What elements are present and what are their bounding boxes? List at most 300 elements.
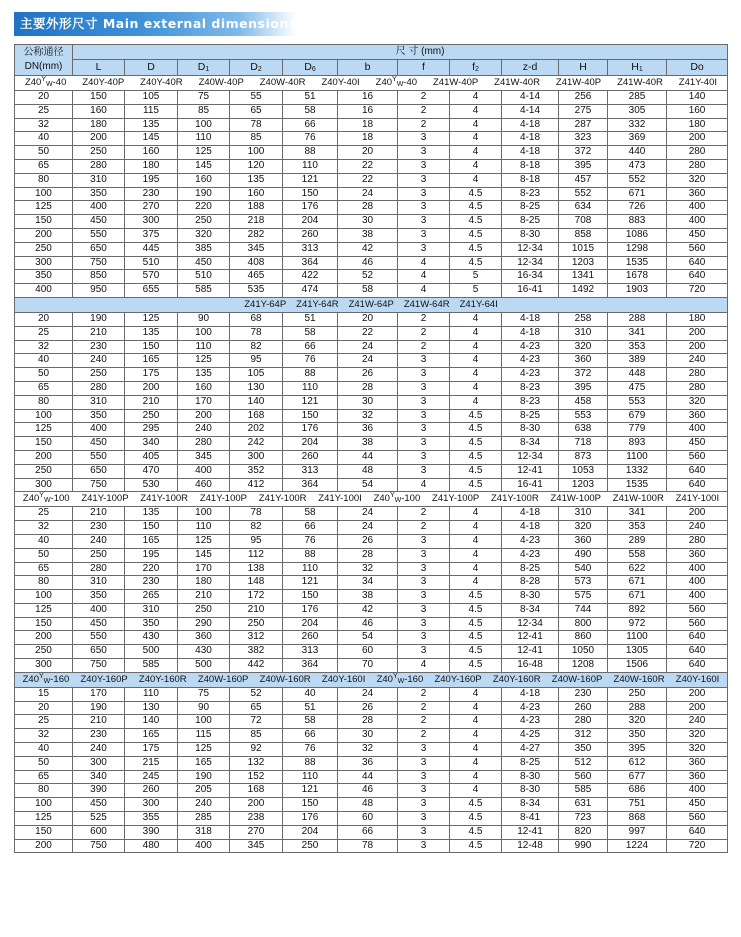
dimension-cell: 8-25 (502, 409, 559, 423)
dimension-cell: 60 (338, 645, 398, 659)
dimension-cell: 1100 (608, 631, 667, 645)
dimension-cell: 3 (398, 548, 450, 562)
dimension-cell: 718 (559, 437, 608, 451)
dimension-cell: 726 (608, 201, 667, 215)
dimension-cell: 369 (608, 132, 667, 146)
dimension-cell: 638 (559, 423, 608, 437)
dimension-cell: 4.5 (450, 839, 502, 853)
dimension-cell: 4 (450, 91, 502, 105)
table-row (15, 450, 728, 464)
table-row (15, 173, 728, 187)
dimension-cell: 640 (667, 645, 728, 659)
dimension-cell: 205 (178, 784, 230, 798)
dimension-cell: 260 (559, 701, 608, 715)
model-label: Z40W-160P (551, 673, 603, 685)
dimension-cell: 3 (398, 798, 450, 812)
dimension-cell: 51 (283, 91, 338, 105)
dimension-cell: 350 (125, 617, 178, 631)
dimension-cell: 450 (73, 215, 125, 229)
dn-cell: 65 (15, 159, 73, 173)
dimension-cell: 76 (283, 132, 338, 146)
dimension-cell: 622 (608, 562, 667, 576)
dimension-cell: 360 (559, 354, 608, 368)
dimension-cell: 28 (338, 381, 398, 395)
dimension-cell: 450 (667, 228, 728, 242)
dimension-cell: 66 (338, 825, 398, 839)
dimension-cell: 200 (667, 507, 728, 521)
dimension-cell: 3 (398, 770, 450, 784)
section-banner (14, 12, 296, 36)
dn-cell: 80 (15, 784, 73, 798)
dimension-cell: 300 (73, 756, 125, 770)
dn-cell: 300 (15, 659, 73, 673)
dimension-cell: 250 (73, 146, 125, 160)
table-row (15, 409, 728, 423)
dimension-cell: 892 (608, 603, 667, 617)
dimension-cell: 280 (667, 534, 728, 548)
dimension-cell: 280 (667, 368, 728, 382)
table-row (15, 437, 728, 451)
model-label: Z41Y-100R (490, 493, 539, 505)
dimension-cell: 230 (73, 729, 125, 743)
dimension-cell: 540 (559, 562, 608, 576)
dimension-cell: 4 (450, 701, 502, 715)
table-row (15, 159, 728, 173)
dn-cell: 300 (15, 478, 73, 492)
dimension-cell: 4 (450, 104, 502, 118)
dimension-cell: 448 (608, 368, 667, 382)
dimension-cell: 2 (398, 701, 450, 715)
dimension-cell: 256 (559, 91, 608, 105)
table-row (15, 617, 728, 631)
dimension-cell: 320 (667, 743, 728, 757)
dimension-cell: 290 (178, 617, 230, 631)
dimension-cell: 450 (73, 437, 125, 451)
model-label: Z40Y-160I (675, 673, 720, 685)
dimension-cell: 4 (450, 173, 502, 187)
dn-cell: 125 (15, 423, 73, 437)
dimension-cell: 430 (178, 645, 230, 659)
column-header: b (338, 60, 398, 76)
table-row (15, 326, 728, 340)
dimension-cell: 2 (398, 729, 450, 743)
dimension-cell: 172 (230, 590, 283, 604)
dimension-cell: 66 (283, 118, 338, 132)
dimension-cell: 585 (125, 659, 178, 673)
dn-cell: 200 (15, 450, 73, 464)
dimension-cell: 100 (178, 715, 230, 729)
dimension-cell: 78 (230, 326, 283, 340)
dimension-cell: 280 (73, 562, 125, 576)
dimension-cell: 75 (178, 91, 230, 105)
dimension-cell: 215 (125, 756, 178, 770)
dimension-cell: 750 (73, 659, 125, 673)
column-header: f (398, 60, 450, 76)
dimension-cell: 8-18 (502, 173, 559, 187)
dimension-cell: 46 (338, 256, 398, 270)
table-row (15, 146, 728, 160)
dimension-cell: 300 (125, 215, 178, 229)
dimension-cell: 20 (338, 146, 398, 160)
model-label: $Z40^Y_W-160$ (22, 672, 70, 685)
dimension-cell: 2 (398, 118, 450, 132)
dimension-cell: 4.5 (450, 825, 502, 839)
dimension-cell: 560 (667, 450, 728, 464)
dimension-cell: 382 (230, 645, 283, 659)
dimension-cell: 160 (73, 104, 125, 118)
dimension-cell: 176 (283, 201, 338, 215)
dimension-cell: 4.5 (450, 450, 502, 464)
dimension-cell: 320 (608, 715, 667, 729)
column-header: $H_1$ (608, 60, 667, 76)
dimension-cell: 188 (230, 201, 283, 215)
dimension-cell: 92 (230, 743, 283, 757)
dimension-cell: 744 (559, 603, 608, 617)
dimension-cell: 12-48 (502, 839, 559, 853)
dimension-cell: 390 (73, 784, 125, 798)
dimension-cell: 364 (283, 659, 338, 673)
dimension-cell: 3 (398, 825, 450, 839)
model-label: Z40Y-160R (492, 673, 541, 685)
dimension-cell: 650 (73, 242, 125, 256)
dimension-cell: 8-41 (502, 812, 559, 826)
table-row (15, 687, 728, 701)
dimension-cell: 412 (230, 478, 283, 492)
dimension-cell: 152 (230, 770, 283, 784)
model-label: Z41W-64R (403, 298, 450, 310)
dimension-cell: 671 (608, 576, 667, 590)
dimension-cell: 3 (398, 354, 450, 368)
dimension-cell: 310 (73, 395, 125, 409)
dimension-cell: 474 (283, 284, 338, 298)
dimension-cell: 135 (230, 173, 283, 187)
dimension-cell: 138 (230, 562, 283, 576)
dimension-cell: 204 (283, 215, 338, 229)
dimension-cell: 560 (559, 770, 608, 784)
dimension-cell: 972 (608, 617, 667, 631)
dimension-cell: 76 (283, 354, 338, 368)
model-label: Z40Y-160R (138, 673, 187, 685)
dn-cell: 250 (15, 242, 73, 256)
dimension-cell: 510 (178, 270, 230, 284)
dimension-cell: 26 (338, 701, 398, 715)
table-row (15, 395, 728, 409)
dimension-cell: 3 (398, 784, 450, 798)
dimension-cell: 180 (73, 118, 125, 132)
table-row (15, 340, 728, 354)
dimension-cell: 195 (125, 173, 178, 187)
dimension-cell: 160 (667, 104, 728, 118)
dimension-cell: 51 (283, 701, 338, 715)
dimension-cell: 75 (178, 687, 230, 701)
column-header: $D_6$ (283, 60, 338, 76)
table-row (15, 423, 728, 437)
dn-cell: 80 (15, 173, 73, 187)
dimension-cell: 230 (125, 576, 178, 590)
dimension-cell: 24 (338, 187, 398, 201)
dn-cell: 25 (15, 715, 73, 729)
dimension-cell: 364 (283, 256, 338, 270)
dimension-cell: 3 (398, 201, 450, 215)
dimension-cell: 22 (338, 159, 398, 173)
dn-cell: 40 (15, 132, 73, 146)
dn-cell: 25 (15, 326, 73, 340)
table-row (15, 701, 728, 715)
dn-cell: 32 (15, 729, 73, 743)
dimension-cell: 12-41 (502, 631, 559, 645)
table-row (15, 284, 728, 298)
dimension-cell: 720 (667, 839, 728, 853)
dn-cell: 20 (15, 312, 73, 326)
dimension-cell: 168 (230, 784, 283, 798)
dimension-cell: 280 (178, 437, 230, 451)
dimension-cell: 430 (125, 631, 178, 645)
dimension-cell: 18 (338, 118, 398, 132)
dimension-cell: 3 (398, 423, 450, 437)
column-header: H (559, 60, 608, 76)
table-row (15, 118, 728, 132)
dimension-cell: 400 (667, 590, 728, 604)
dimension-cell: 352 (230, 464, 283, 478)
dimension-cell: 4.5 (450, 603, 502, 617)
table-row (15, 215, 728, 229)
dn-cell: 25 (15, 104, 73, 118)
model-label: Z40W-40R (259, 77, 306, 88)
dimension-cell: 121 (283, 784, 338, 798)
dimension-cell: 125 (178, 354, 230, 368)
dimension-cell: 200 (230, 798, 283, 812)
dimension-cell: 90 (178, 312, 230, 326)
dimension-cell: 4-18 (502, 312, 559, 326)
dimension-cell: 240 (178, 423, 230, 437)
table-row (15, 91, 728, 105)
dimension-cell: 4 (450, 756, 502, 770)
dimension-cell: 28 (338, 715, 398, 729)
dn-cell: 150 (15, 215, 73, 229)
dimension-cell: 125 (178, 743, 230, 757)
dimension-cell: 282 (230, 228, 283, 242)
dimension-cell: 110 (178, 132, 230, 146)
dimension-cell: 204 (283, 617, 338, 631)
dimension-cell: 395 (608, 743, 667, 757)
dimension-cell: 1492 (559, 284, 608, 298)
dimension-cell: 42 (338, 603, 398, 617)
dimension-cell: 85 (178, 104, 230, 118)
dimension-cell: 176 (283, 812, 338, 826)
dimension-cell: 8-25 (502, 756, 559, 770)
dimension-cell: 4.5 (450, 617, 502, 631)
dimension-cell: 4 (450, 395, 502, 409)
model-label: Z40Y-160P (80, 673, 128, 685)
dimension-cell: 360 (559, 534, 608, 548)
dimension-cell: 4 (450, 118, 502, 132)
dimension-cell: 30 (338, 729, 398, 743)
dimension-cell: 24 (338, 507, 398, 521)
dimension-cell: 640 (667, 478, 728, 492)
dimension-cell: 640 (667, 270, 728, 284)
dimension-cell: 375 (125, 228, 178, 242)
model-label: Z41W-40R (617, 77, 663, 88)
dimension-cell: 1535 (608, 478, 667, 492)
dimension-cell: 313 (283, 464, 338, 478)
dimension-cell: 3 (398, 576, 450, 590)
dimension-cell: 121 (283, 576, 338, 590)
dimension-cell: 46 (338, 784, 398, 798)
dimension-cell: 44 (338, 770, 398, 784)
dimension-cell: 3 (398, 617, 450, 631)
dimension-cell: 4 (398, 284, 450, 298)
table-row (15, 798, 728, 812)
dn-cell: 50 (15, 146, 73, 160)
dimension-cell: 560 (667, 812, 728, 826)
dimension-cell: 180 (667, 118, 728, 132)
dimension-cell: 400 (667, 201, 728, 215)
dimension-cell: 868 (608, 812, 667, 826)
dimension-cell: 145 (178, 159, 230, 173)
dimension-cell: 230 (73, 521, 125, 535)
dimension-cell: 160 (178, 381, 230, 395)
dimension-cell: 355 (125, 812, 178, 826)
dimension-cell: 350 (608, 729, 667, 743)
dimension-cell: 350 (559, 743, 608, 757)
dimension-cell: 150 (283, 798, 338, 812)
dn-cell: 100 (15, 798, 73, 812)
model-label: Z40Y-160I (321, 673, 366, 685)
dimension-cell: 148 (230, 576, 283, 590)
dimension-cell: 135 (125, 507, 178, 521)
dimension-cell: 280 (73, 381, 125, 395)
dimension-cell: 180 (125, 159, 178, 173)
dimension-cell: 170 (178, 562, 230, 576)
dimension-cell: 350 (73, 187, 125, 201)
dimension-cell: 3 (398, 132, 450, 146)
model-label: Z41W-100R (612, 493, 664, 505)
dimension-cell: 345 (178, 450, 230, 464)
dimension-cell: 180 (667, 312, 728, 326)
dimension-cell: 4 (398, 256, 450, 270)
dimension-cell: 54 (338, 631, 398, 645)
dimension-cell: 3 (398, 395, 450, 409)
dimension-cell: 400 (73, 423, 125, 437)
dimension-cell: 150 (125, 340, 178, 354)
dimension-cell: 200 (73, 132, 125, 146)
dimension-cell: 8-23 (502, 187, 559, 201)
model-label: Z40Y-40I (321, 77, 360, 88)
dimension-cell: 12-34 (502, 617, 559, 631)
table-row (15, 256, 728, 270)
model-label: Z40W-160P (197, 673, 249, 685)
dimension-cell: 210 (73, 507, 125, 521)
dimension-cell: 110 (125, 687, 178, 701)
model-label: Z41Y-100R (258, 493, 307, 505)
dimension-cell: 78 (338, 839, 398, 853)
dimension-cell: 4 (450, 743, 502, 757)
table-row (15, 812, 728, 826)
dimension-cell: 32 (338, 409, 398, 423)
dimension-cell: 3 (398, 645, 450, 659)
dimension-cell: 858 (559, 228, 608, 242)
dimension-cell: 110 (283, 770, 338, 784)
dimension-cell: 285 (608, 91, 667, 105)
dimension-cell: 200 (667, 687, 728, 701)
model-label: Z41Y-40I (678, 77, 718, 88)
dn-cell: 40 (15, 743, 73, 757)
table-row (15, 104, 728, 118)
dimension-cell: 4 (450, 729, 502, 743)
dimension-cell: 341 (608, 507, 667, 521)
table-row (15, 521, 728, 535)
table-row (15, 825, 728, 839)
dn-cell: 15 (15, 687, 73, 701)
dn-cell: 65 (15, 562, 73, 576)
dimension-cell: 140 (125, 715, 178, 729)
dimension-cell: 2 (398, 521, 450, 535)
dimension-cell: 650 (73, 645, 125, 659)
model-label: Z40W-40P (198, 77, 244, 88)
dimension-cell: 176 (283, 603, 338, 617)
dimension-cell: 48 (338, 798, 398, 812)
dimension-cell: 457 (559, 173, 608, 187)
dimension-cell: 65 (230, 104, 283, 118)
dimension-cell: 8-25 (502, 215, 559, 229)
dimension-cell: 175 (125, 368, 178, 382)
dimension-cell: 150 (283, 187, 338, 201)
table-row (15, 576, 728, 590)
dimension-cell: 312 (230, 631, 283, 645)
dimension-cell: 110 (283, 159, 338, 173)
dimension-cell: 873 (559, 450, 608, 464)
dn-cell: 150 (15, 437, 73, 451)
dimension-cell: 475 (608, 381, 667, 395)
model-label: Z40Y-40R (140, 77, 183, 88)
dimension-cell: 4 (450, 368, 502, 382)
dimension-cell: 8-23 (502, 395, 559, 409)
dimension-cell: 110 (283, 562, 338, 576)
dimension-cell: 160 (178, 173, 230, 187)
dimension-cell: 230 (125, 187, 178, 201)
dimension-cell: 473 (608, 159, 667, 173)
dimension-cell: 360 (667, 756, 728, 770)
dimension-cell: 250 (230, 617, 283, 631)
dimension-cell: 115 (125, 104, 178, 118)
dimension-cell: 65 (230, 701, 283, 715)
dn-cell: 350 (15, 270, 73, 284)
dimension-cell: 558 (608, 548, 667, 562)
dimension-cell: 26 (338, 534, 398, 548)
dimension-cell: 345 (230, 839, 283, 853)
dimension-cell: 180 (178, 576, 230, 590)
dimension-cell: 353 (608, 340, 667, 354)
dimension-cell: 95 (230, 534, 283, 548)
dimension-cell: 88 (283, 756, 338, 770)
model-label: Z41Y-100P (432, 493, 480, 505)
dimension-cell: 552 (559, 187, 608, 201)
dimension-cell: 320 (178, 228, 230, 242)
dimension-cell: 4.5 (450, 409, 502, 423)
dimension-cell: 76 (283, 743, 338, 757)
dimension-cell: 400 (667, 562, 728, 576)
dimension-cell: 202 (230, 423, 283, 437)
dimension-cell: 5 (450, 270, 502, 284)
dn-cell: 125 (15, 603, 73, 617)
dimension-cell: 510 (125, 256, 178, 270)
dimension-cell: 445 (125, 242, 178, 256)
dimension-cell: 4-18 (502, 132, 559, 146)
model-label: Z41W-100P (550, 493, 601, 505)
dimension-cell: 4.5 (450, 201, 502, 215)
model-label: Z40W-160R (259, 673, 311, 685)
dimension-cell: 400 (178, 839, 230, 853)
